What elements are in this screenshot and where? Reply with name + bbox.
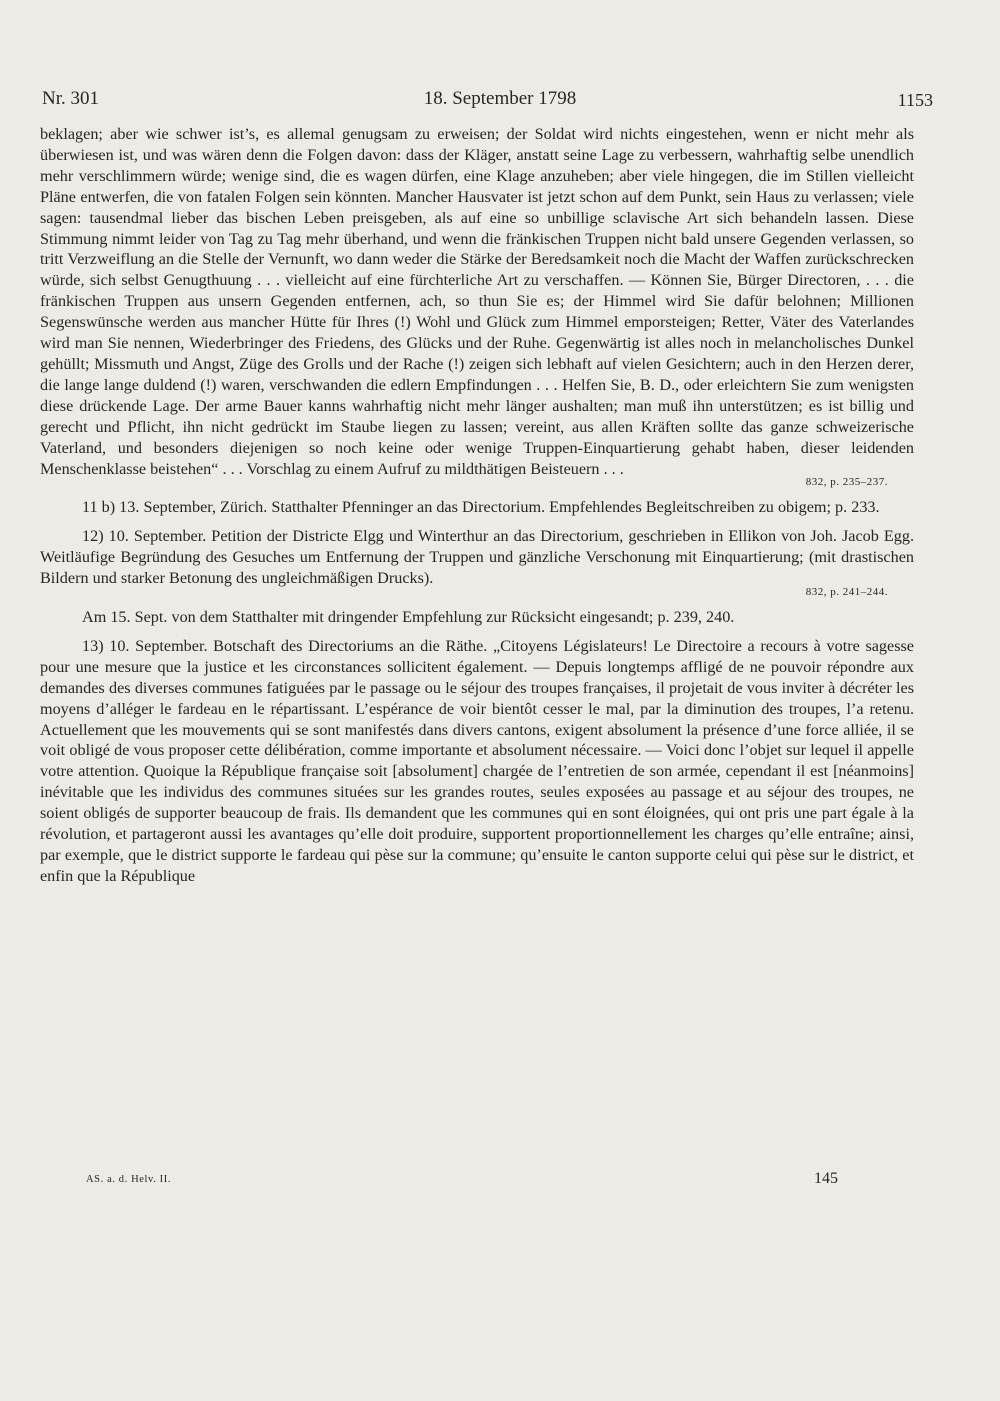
running-head (0, 88, 1000, 118)
archive-reference: 832, p. 241–244. (805, 586, 888, 599)
document-date: 18. September 1798 (423, 88, 577, 109)
entry-13: 13) 10. September. Botschaft des Directoriums an die Räthe. „Citoyens Législateurs! Le Directoire a recours à votre sagesse pour une mesure que la justice et les circonstances sollicitent également. — Depuis longtemps affligé de ne pouvoir répondre aux demandes des diverses communes fatiguées par le passage ou le séjour des troupes françaises, il projetait de vous inviter à décréter les moyens d’alléger le fardeau en le répartissant. L’espérance de voir bientôt cesser le mal, par la diminution des troupes, l’a retenu. Actuellement que les mouvements qui se sont manifestés dans divers cantons, exigent absolument la présence d’une force alliée, il se voit obligé de vous proposer cette délibération, comme importante et absolument nécessaire. — Voici donc l’objet sur lequel il appelle votre attention. Quoique la République française soit [absolument] chargée de l’entretien de son armée, cependant il est [néanmoins] inévitable que les individus des communes situées sur les grandes routes, seules exposées au passage et au séjour des troupes, ne soient obligés de supporter beaucoup de frais. Ils demandent que les communes qui en sont éloignées, qui ont pris une part égale à la révolution, et partageront aussi les avantages qu’elle doit produire, supportent proportionnellement les charges qu’elle entraîne; ainsi, par exemple, que le district supporte le fardeau qui pèse sur la commune; qu’ensuite le canton supporte celui qui pèse sur le district, et enfin que la République (40, 636, 914, 885)
signature-mark: AS. a. d. Helv. II. (86, 1174, 172, 1185)
entry-12-note: Am 15. Sept. von dem Statthalter mit dringender Empfehlung zur Rücksicht eingesandt; p. 239, 240. (82, 608, 735, 627)
page-number: 1153 (897, 90, 933, 110)
body-text (40, 124, 914, 887)
sheet-number: 145 (814, 1170, 838, 1187)
entry-12: 12) 10. September. Petition der Districte Elgg und Winterthur an das Directorium, geschrieben in Ellikon von Joh. Jacob Egg. Weitläufige Begründung des Gesuches um Entfernung der Truppen und gänzliche Verschonung mit Einquartierung; (mit drastischen Bildern und starker Betonung des ungleichmäßigen Drucks). (40, 527, 914, 588)
entry-11b: 11 b) 13. September, Zürich. Statthalter Pfenninger an das Directorium. Empfehlendes Begleitschreiben zu obigem; p. 233. (82, 498, 880, 517)
paragraph-continuation: beklagen; aber wie schwer ist’s, es allemal genugsam zu erweisen; der Soldat wird nichts eingestehen, wenn er nicht mehr als überwiesen ist, und was wären denn die Folgen davon: dass der Kläger, anstatt seine Lage zu verbessern, wahrhaftig selbe unendlich mehr verschlimmern würde; wenige sind, die es wagen dürfen, eine Klage anzuheben; aber viele hingegen, die im Stillen vielleicht Pläne entwerfen, die von fatalen Folgen sein könnten. Mancher Hausvater ist jetzt schon auf dem Punkt, sein Haus zu verlassen; viele sagen: tausendmal lieber das bischen Leben preisgeben, als auf eine so unbillige sclavische Art sich behandeln lassen. Diese Stimmung nimmt leider von Tag zu Tag mehr überhand, und wenn die fränkischen Truppen nicht bald unsere Gegenden verlassen, so tritt Verzweiflung an die Stelle der Vernunft, wo dann weder die Stärke der Beredsamkeit noch die Macht der Waffen zurückschrecken würde, sich selbst Genugthuung . . . vielleicht auf eine fürchterliche Art zu verschaffen. — Können Sie, Bürger Directoren, . . . die fränkischen Truppen aus unsern Gegenden entfernen, ach, so thun Sie es; der Himmel wird Sie dafür belohnen; Millionen Segenswünsche werden aus mancher Hütte für Ihres (!) Wohl und Glück zum Himmel emporsteigen; Retter, Väter des Vaterlandes wird man Sie nennen, Wiederbringer des Friedens, des Glücks und der Ruhe. Gegenwärtig ist alles noch in melancholisches Dunkel gehüllt; Missmuth und Angst, Züge des Grolls und der Rache (!) zeigen sich lebhaft auf vielen Gesichtern; auch in den Herzen derer, die lange lange duldend (!) waren, verschwanden die edlern Empfindungen . . . Helfen Sie, B. D., oder erleichtern Sie zum wenigsten diese drückende Lage. Der arme Bauer kanns wahrhaftig nicht mehr länger aushalten; man muß ihn unterstützen; es ist billig und gerecht und Pflicht, ihn nicht gedrückt im Staube liegen zu lassen; vereint, aus allen Kräften sollte das ganze schweizerische Vaterland, und besonders diejenigen so noch keine oder wenige Truppen-Einquartierung gehabt haben, dieser leidenden Menschenklasse beistehen“ . . . Vorschlag zu einem Aufruf zu mildthätigen Beisteuern . . . (40, 125, 914, 478)
archive-reference: 832, p. 235–237. (805, 476, 888, 489)
document-number: Nr. 301 (42, 88, 99, 109)
